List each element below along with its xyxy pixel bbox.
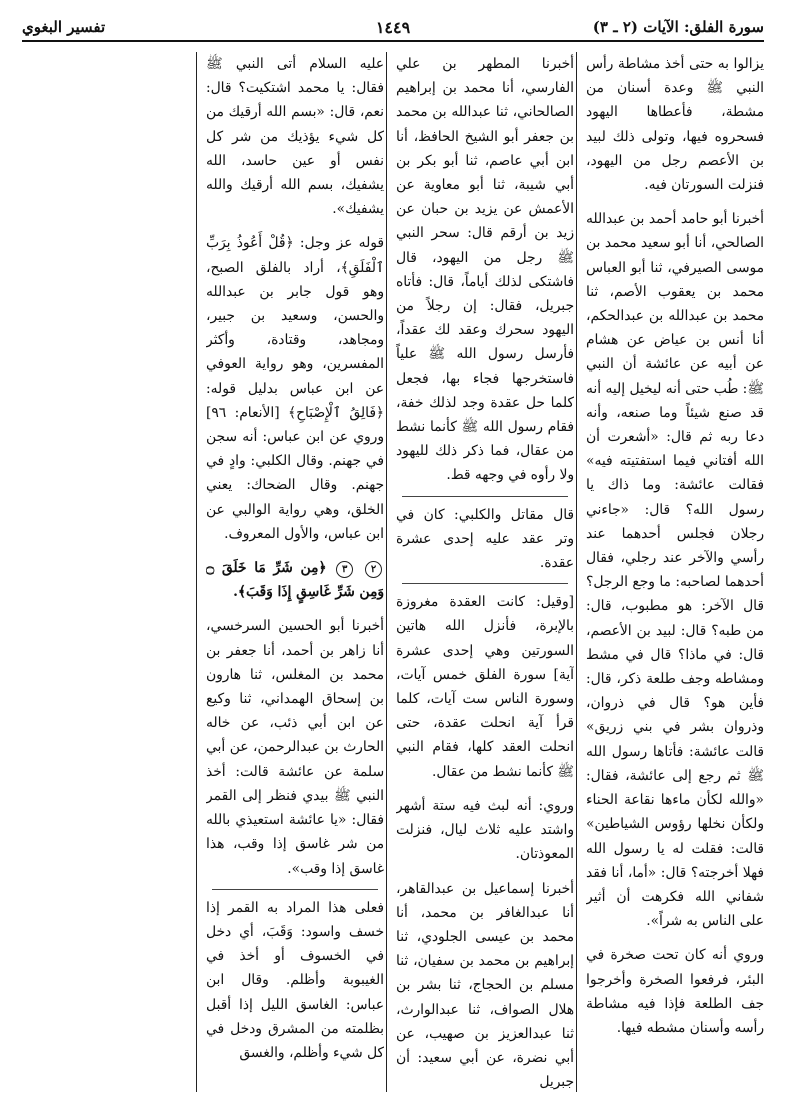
paragraph: وروي أنه كان تحت صخرة في البئر، فرفعوا الصخرة وأخرجوا جف الطلعة فإذا فيه مشاطة رأسه وأسنان مشطه فيها.	[586, 947, 764, 1036]
paragraph: قال مقاتل والكلبي: كان في وتر عقد عليه إحدى عشرة عقدة.	[396, 506, 574, 572]
paragraph: أخبرنا المطهر بن علي الفارسي، أنا محمد بن إبراهيم الصالحاني، ثنا عبدالله بن محمد بن جعفر أبو الشيخ الحافظ، أنا ابن أبي عاصم، ثنا أبو بكر بن أبي شيبة، ثنا أبو معاوية عن الأعمش عن يزيد بن حبان عن زيد بن أرقم قال: سحر النبي ﷺ رجل من اليهود، قال فاشتكى لذلك أياماً، قال: فأتاه جبريل، فقال: إن رجلاً من اليهود سحرك وعقد لك عقداً، فأرسل رسول الله ﷺ علياً فاستخرجها فجاء بها، فجعل كلما حل عقدة وجد لذلك خفة، فقام رسول الله ﷺ كأنما نشط من عقال، فما ذكر ذلك لليهود ولا رأوه في وجهه قط.	[396, 56, 574, 484]
page-number: ١٤٤٩	[375, 18, 411, 37]
verse-number-badge: ٢	[365, 561, 382, 578]
column-divider	[386, 52, 387, 1092]
text-column-1	[586, 52, 764, 1092]
quran-verse	[206, 556, 384, 604]
paragraph: وروي: أنه لبث فيه ستة أشهر واشتد عليه ثلاث ليال، فنزلت المعوذتان.	[396, 797, 574, 863]
paragraph: أخبرنا إسماعيل بن عبدالقاهر، أنا عبدالغافر بن محمد، أنا محمد بن عيسى الجلودي، ثنا إبراهيم بن محمد بن سفيان، ثنا مسلم بن الحجاج، ثنا بشر بن هلال الصواف، ثنا عبدالوارث، ثنا عبدالعزيز بن صهيب، عن أبي نضرة، عن أبي سعيد: أن جبريل	[396, 880, 574, 1091]
text-column-3	[206, 52, 384, 1092]
paragraph: عليه السلام أتى النبي ﷺ فقال: يا محمد اشتكيت؟ قال: نعم، قال: «بسم الله أرقيك من كل شيء يؤذيك من شر كل نفس أو عين حاسد، الله يشفيك، بسم الله أرقيك والله يشفيك».	[206, 56, 384, 218]
column-divider	[196, 52, 197, 1092]
paragraph: [وقيل: كانت العقدة مغروزة بالإبرة، فأنزل الله هاتين السورتين وهي إحدى عشرة آية] سورة الفلق خمس آيات، وسورة الناس ست آيات، كلما قرأ آية انحلت عقدة، حتى انحلت العقد كلها، فقام النبي ﷺ كأنما نشط من عقال.	[396, 594, 574, 780]
verse-number-badge: ٣	[336, 561, 353, 578]
surah-title: سورة الفلق: الآيات (٢ ـ ٣)	[592, 18, 764, 36]
paragraph: أخبرنا أبو حامد أحمد بن عبدالله الصالحي، أنا أبو سعيد محمد بن موسى الصيرفي، ثنا أبو العباس محمد بن يعقوب الأصم، ثنا محمد بن عبدالله بن عبدالحكم، أنا أنس بن عياض عن هشام عن أبيه عن عائشة أن النبي ﷺ: طُب حتى أنه ليخيل إليه أنه قد صنع شيئاً وما صنعه، وأنه دعا ربه ثم قال: «أشعرت أن الله أفتاني فيما استفتيته فيه» فقالت عائشة: وما ذاك يا رسول الله؟ قال: «جاءني رجلان فجلس أحدهما عند رأسي والآخر عند رجلي، فقال أحدهما لصاحبه: ما وجع الرجل؟ قال الآخر: هو مطبوب، قال: من طبه؟ قال: لبيد بن الأعصم، قال: في ماذا؟ قال في مشط ومشاطه وجف طلعة ذكر، قال: فأين هو؟ قال في ذروان، وذروان بشر في بني زريق» قالت عائشة: فأتاها رسول الله ﷺ ثم رجع إلى عائشة، فقال: «والله لكأن ماءها نقاعة الحناء ولكأن نخلها رؤوس الشياطين» قالت: فقلت له يا رسول الله فهلا أخرجته؟ قال: «أما، أنا فقد شفاني الله فكرهت أن أثير على الناس به شراً».	[586, 211, 764, 930]
paragraph: يزالوا به حتى أخذ مشاطة رأس النبي ﷺ وعدة أسنان من مشطة، فأعطاها اليهود فسحروه فيها، وتولى ذلك لبيد بن الأعصم رجل من اليهود، فنزلت السورتان فيه.	[586, 56, 764, 194]
paragraph: قوله عز وجل: ﴿قُلْ أَعُوذُ بِرَبِّ ٱلْفَلَقِ﴾، أراد بالفلق الصبح، وهو قول جابر بن عبدالله والحسن، وسعيد بن جبير، ومجاهد، وقتادة، وأكثر المفسرين، وهو رواية العوفي عن ابن عباس بدليل قوله: ﴿فَالِقُ ٱلْإِصْبَاحِ﴾ [الأنعام: ٩٦] وروي عن ابن عباس: أنه سجن في جهنم. وقال الكلبي: وادٍ في جهنم. وقال الضحاك: يعني الخلق، وهي رواية الوالبي عن ابن عباس، والأول المعروف.	[206, 235, 384, 542]
header-rule	[22, 40, 764, 42]
paragraph: أخبرنا أبو الحسين السرخسي، أنا زاهر بن أحمد، أنا جعفر بن محمد بن المغلس، ثنا هارون بن إسحاق الهمداني، ثنا وكيع عن ابن أبي ذئب، عن خاله الحارث بن عبدالرحمن، عن أبي سلمة عن عائشة قالت: أخذ النبي ﷺ بيدي فنظر إلى القمر فقال: «يا عائشة استعيذي بالله من شر غاسق إذا وقب، هذا غاسق إذا وقب».	[206, 618, 384, 877]
book-title: تفسير البغوي	[22, 18, 106, 36]
page-header	[22, 14, 764, 42]
paragraph: فعلى هذا المراد به القمر إذا خسف واسود: وَقَبَ، أي دخل في الخسوف أو أخذ في الغيبوبة وأظلم. وقال ابن عباس: الغاسق الليل إذا أقبل بظلمته من المشرق ودخل في كل شيء وأظلم، والغسق	[206, 899, 384, 1061]
text-column-2	[396, 52, 574, 1092]
verse-text: ﴿مِن شَرِّ مَا خَلَقَ ۝ وَمِن شَرِّ غَاسِقٍ إِذَا وَقَبَ﴾.	[206, 560, 384, 601]
column-divider	[576, 52, 577, 1092]
